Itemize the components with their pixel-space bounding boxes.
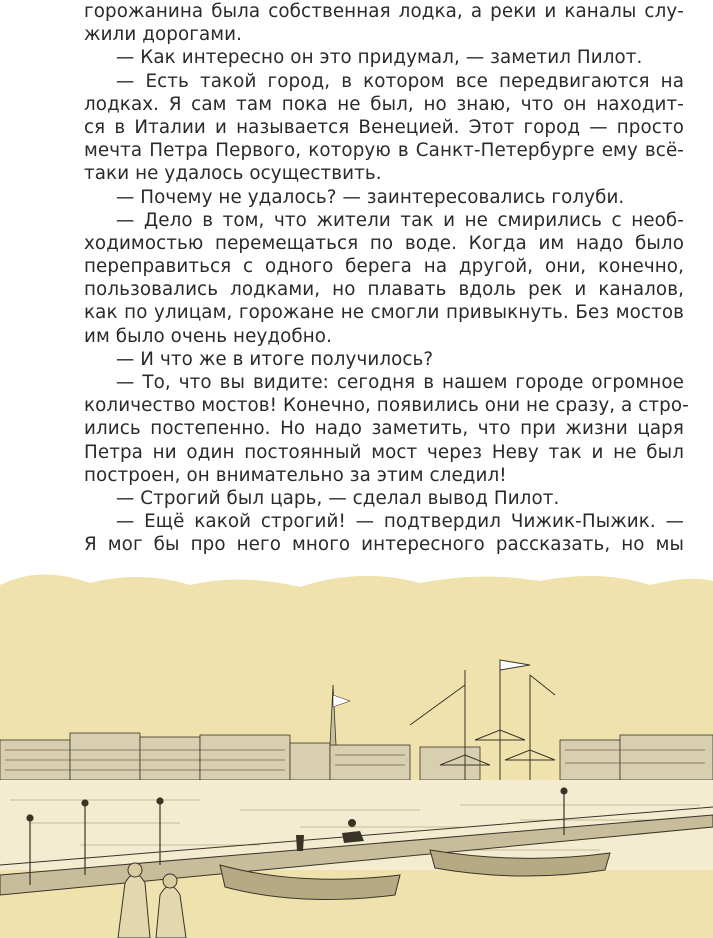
text-line: таки не удалось осуществить. (84, 163, 382, 185)
text-line: Я мог бы про него много интересного рассказать, но мы (84, 534, 684, 556)
text-line: лодках. Я сам там пока не был, но знаю, что он находит- (84, 93, 684, 115)
text-line: Петра ни один постоянный мост через Неву так и не был (84, 441, 684, 463)
text-line: ся в Италии и называется Венецией. Этот город — просто (84, 116, 684, 138)
text-line: — Дело в том, что жители так и не смирились с необ- (116, 209, 684, 231)
text-line: — И что же в итоге получилось? (116, 348, 434, 370)
text-line: как по улицам, горожане не смогли привыкнуть. Без мостов (84, 302, 684, 324)
text-line: мечта Петра Первого, которую в Санкт-Петербурге ему всё- (84, 140, 684, 162)
text-line: ились постепенно. Но надо заметить, что при жизни царя (84, 418, 684, 440)
text-line: горожанина была собственная лодка, а реки и каналы слу- (84, 1, 684, 22)
text-line: количество мостов! Конечно, появились они не сразу, а стро- (84, 395, 689, 417)
text-line: пользовались лодками, но плавать вдоль рек и каналов, (84, 279, 684, 301)
text-line: построен, он внимательно за этим следил! (84, 464, 507, 486)
text-line: — То, что вы видите: сегодня в нашем городе огромное (116, 372, 684, 393)
text-line: переправиться с одного берега на другой, они, конечно, (84, 256, 684, 278)
text-line: — Почему не удалось? — заинтересовались голуби. (116, 186, 625, 208)
text-line: жили дорогами. (84, 24, 243, 46)
text-line: — Как интересно он это придумал, — заметил Пилот. (116, 47, 643, 69)
text-line: — Строгий был царь, — сделал вывод Пилот. (116, 487, 560, 509)
text-line: — Есть такой город, в котором все передвигаются на (116, 70, 684, 92)
text-line: ходимостью перемещаться по воде. Когда им надо было (84, 232, 684, 254)
text-line: — Ещё какой строгий! — подтвердил Чижик-Пыжик. — (116, 511, 684, 533)
text-line: им было очень неудобно. (84, 325, 333, 347)
illustration (0, 565, 713, 938)
page-text (84, 0, 689, 557)
